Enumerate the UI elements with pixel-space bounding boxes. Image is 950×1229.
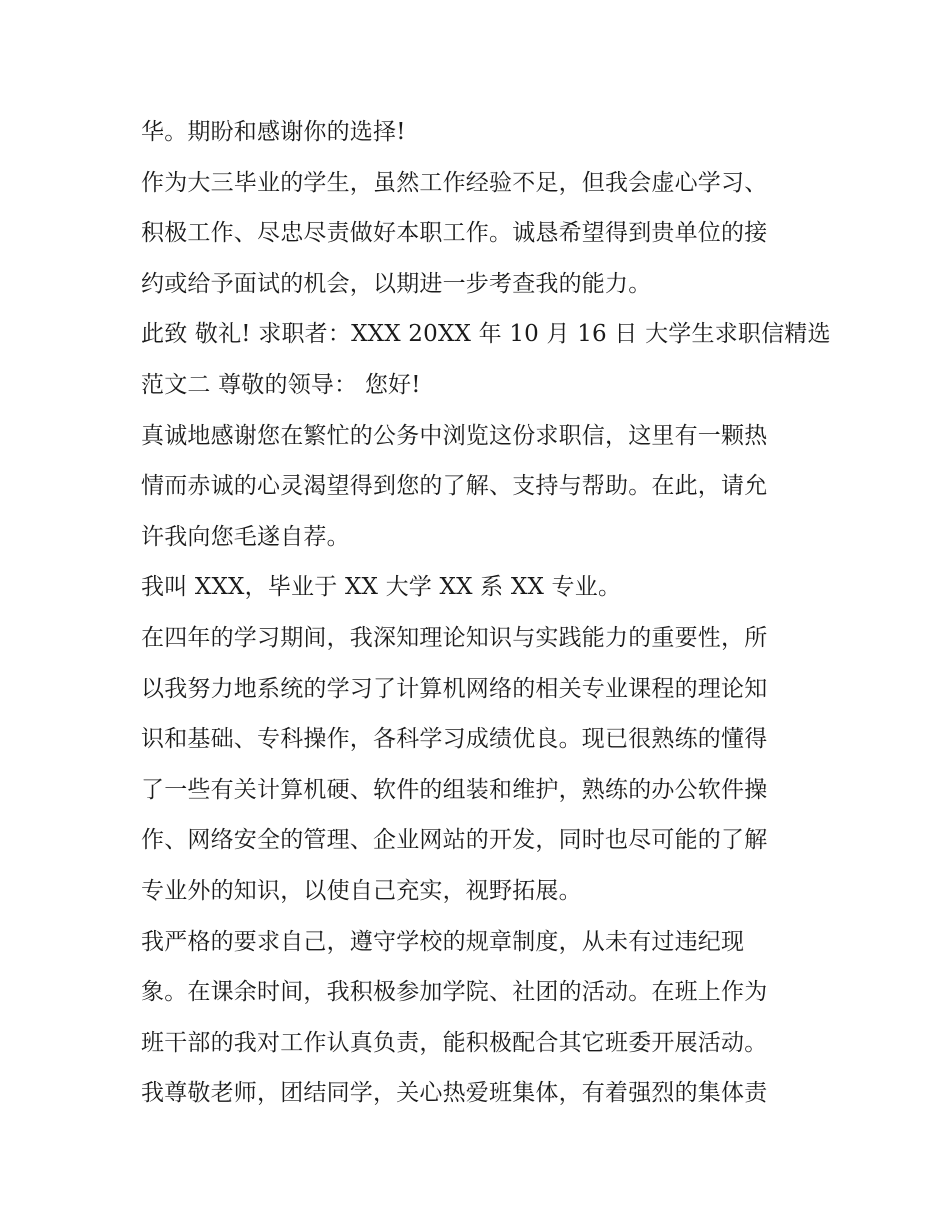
text-line: 作、网络安全的管理、企业网站的开发，同时也尽可能的了解 [141, 827, 768, 854]
text-line: 积极工作、尽忠尽责做好本职工作。诚恳希望得到贵单位的接 [141, 220, 768, 247]
text-line: 我叫 XXX，毕业于 XX 大学 XX 系 XX 专业。 [141, 574, 622, 601]
letter-body [141, 107, 831, 1119]
text-line: 专业外的知识，以使自己充实，视野拓展。 [141, 877, 582, 904]
text-line: 班干部的我对工作认真负责，能积极配合其它班委开展活动。 [141, 1029, 768, 1056]
text-line: 真诚地感谢您在繁忙的公务中浏览这份求职信，这里有一颗热 [141, 422, 768, 449]
text-line: 以我努力地系统的学习了计算机网络的相关专业课程的理论知 [141, 675, 768, 702]
text-line: 我严格的要求自己，遵守学校的规章制度，从未有过违纪现 [141, 928, 745, 955]
text-line: 情而赤诚的心灵渴望得到您的了解、支持与帮助。在此，请允 [141, 473, 768, 500]
text-line: 象。在课余时间，我积极参加学院、社团的活动。在班上作为 [141, 979, 768, 1006]
text-line: 此致 敬礼! 求职者：XXX 20XX 年 10 月 16 日 大学生求职信精选 [141, 321, 831, 348]
text-line: 华。期盼和感谢你的选择! [141, 119, 406, 145]
text-line: 约或给予面试的机会，以期进一步考查我的能力。 [141, 270, 652, 297]
text-line: 作为大三毕业的学生，虽然工作经验不足，但我会虚心学习、 [141, 169, 768, 196]
text-line: 许我向您毛遂自荐。 [141, 523, 350, 550]
text-line: 范文二 尊敬的领导： 您好! [141, 371, 421, 398]
text-line: 识和基础、专科操作，各科学习成绩优良。现已很熟练的懂得 [141, 726, 768, 753]
text-line: 在四年的学习期间，我深知理论知识与实践能力的重要性，所 [141, 624, 768, 651]
text-line: 我尊敬老师，团结同学，关心热爱班集体，有着强烈的集体责 [141, 1080, 768, 1107]
text-line: 了一些有关计算机硬、软件的组装和维护，熟练的办公软件操 [141, 776, 768, 803]
